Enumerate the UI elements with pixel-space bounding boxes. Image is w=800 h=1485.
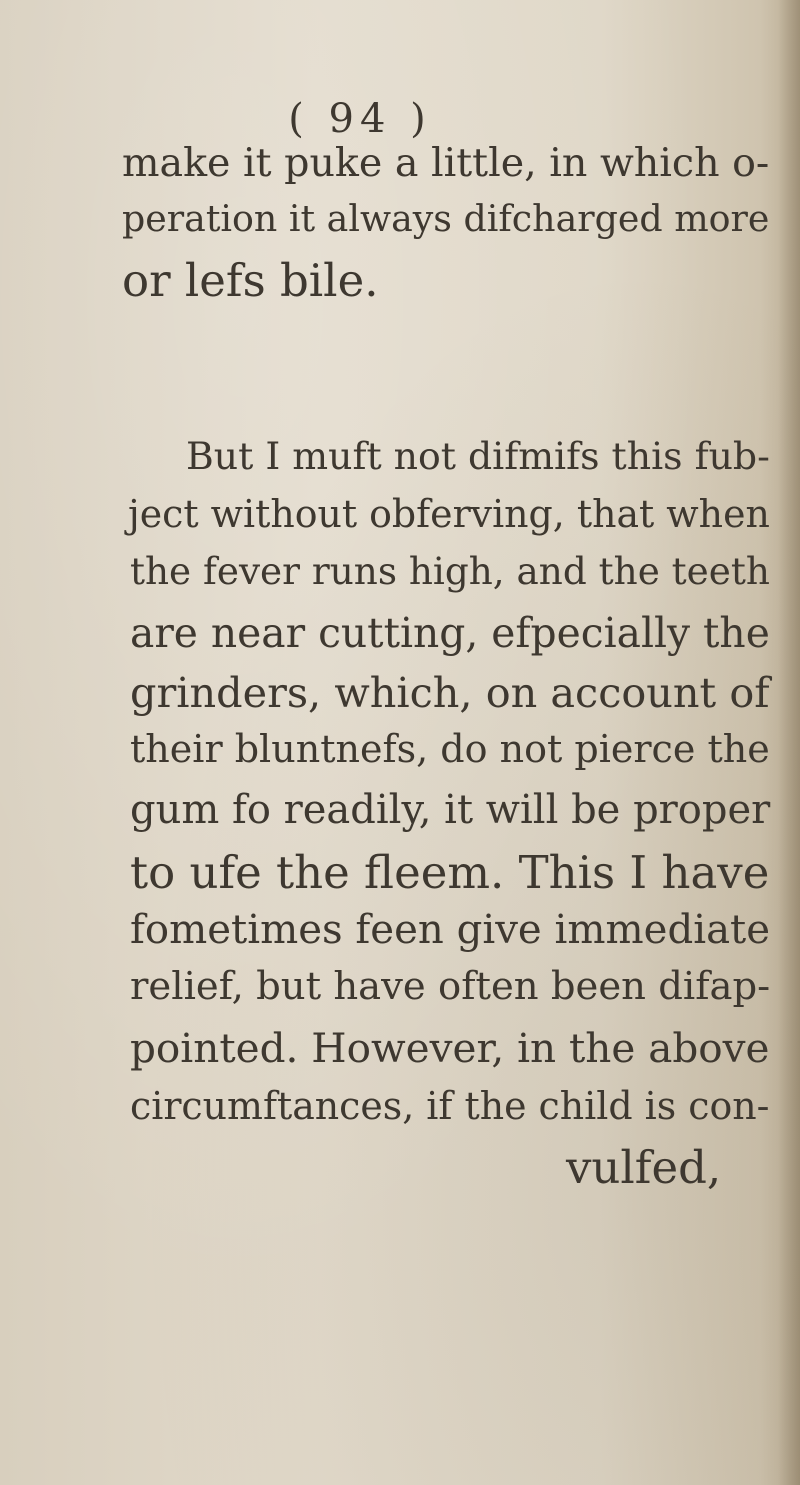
text-line: gum fo readily, it will be proper	[130, 787, 771, 833]
text-line: grinders, which, on account of	[130, 669, 770, 717]
text-line: their bluntnefs, do not pierce the	[130, 727, 770, 771]
text-line: make it puke a little, in which o-	[122, 140, 770, 186]
text-line: to ufe the fleem. This I have	[130, 846, 770, 899]
text-line: But I muft not difmifs this fub-	[186, 434, 770, 478]
text-line: fometimes feen give immediate	[130, 907, 771, 953]
text-line: ject without obferving, that when	[128, 492, 770, 536]
text-line: peration it always difcharged more	[122, 197, 770, 240]
text-line: relief, but have often been difap-	[130, 964, 771, 1009]
text-line: the fever runs high, and the teeth	[130, 549, 770, 593]
text-line: pointed. However, in the above	[130, 1024, 770, 1072]
text-line: are near cutting, efpecially the	[130, 609, 770, 657]
text-line: or lefs bile.	[122, 254, 379, 307]
catchword: vulfed,	[566, 1141, 722, 1194]
page-edge-shadow	[778, 0, 800, 1485]
text-line: circumftances, if the child is con-	[130, 1084, 770, 1128]
page-number: ( 94 )	[288, 96, 432, 142]
